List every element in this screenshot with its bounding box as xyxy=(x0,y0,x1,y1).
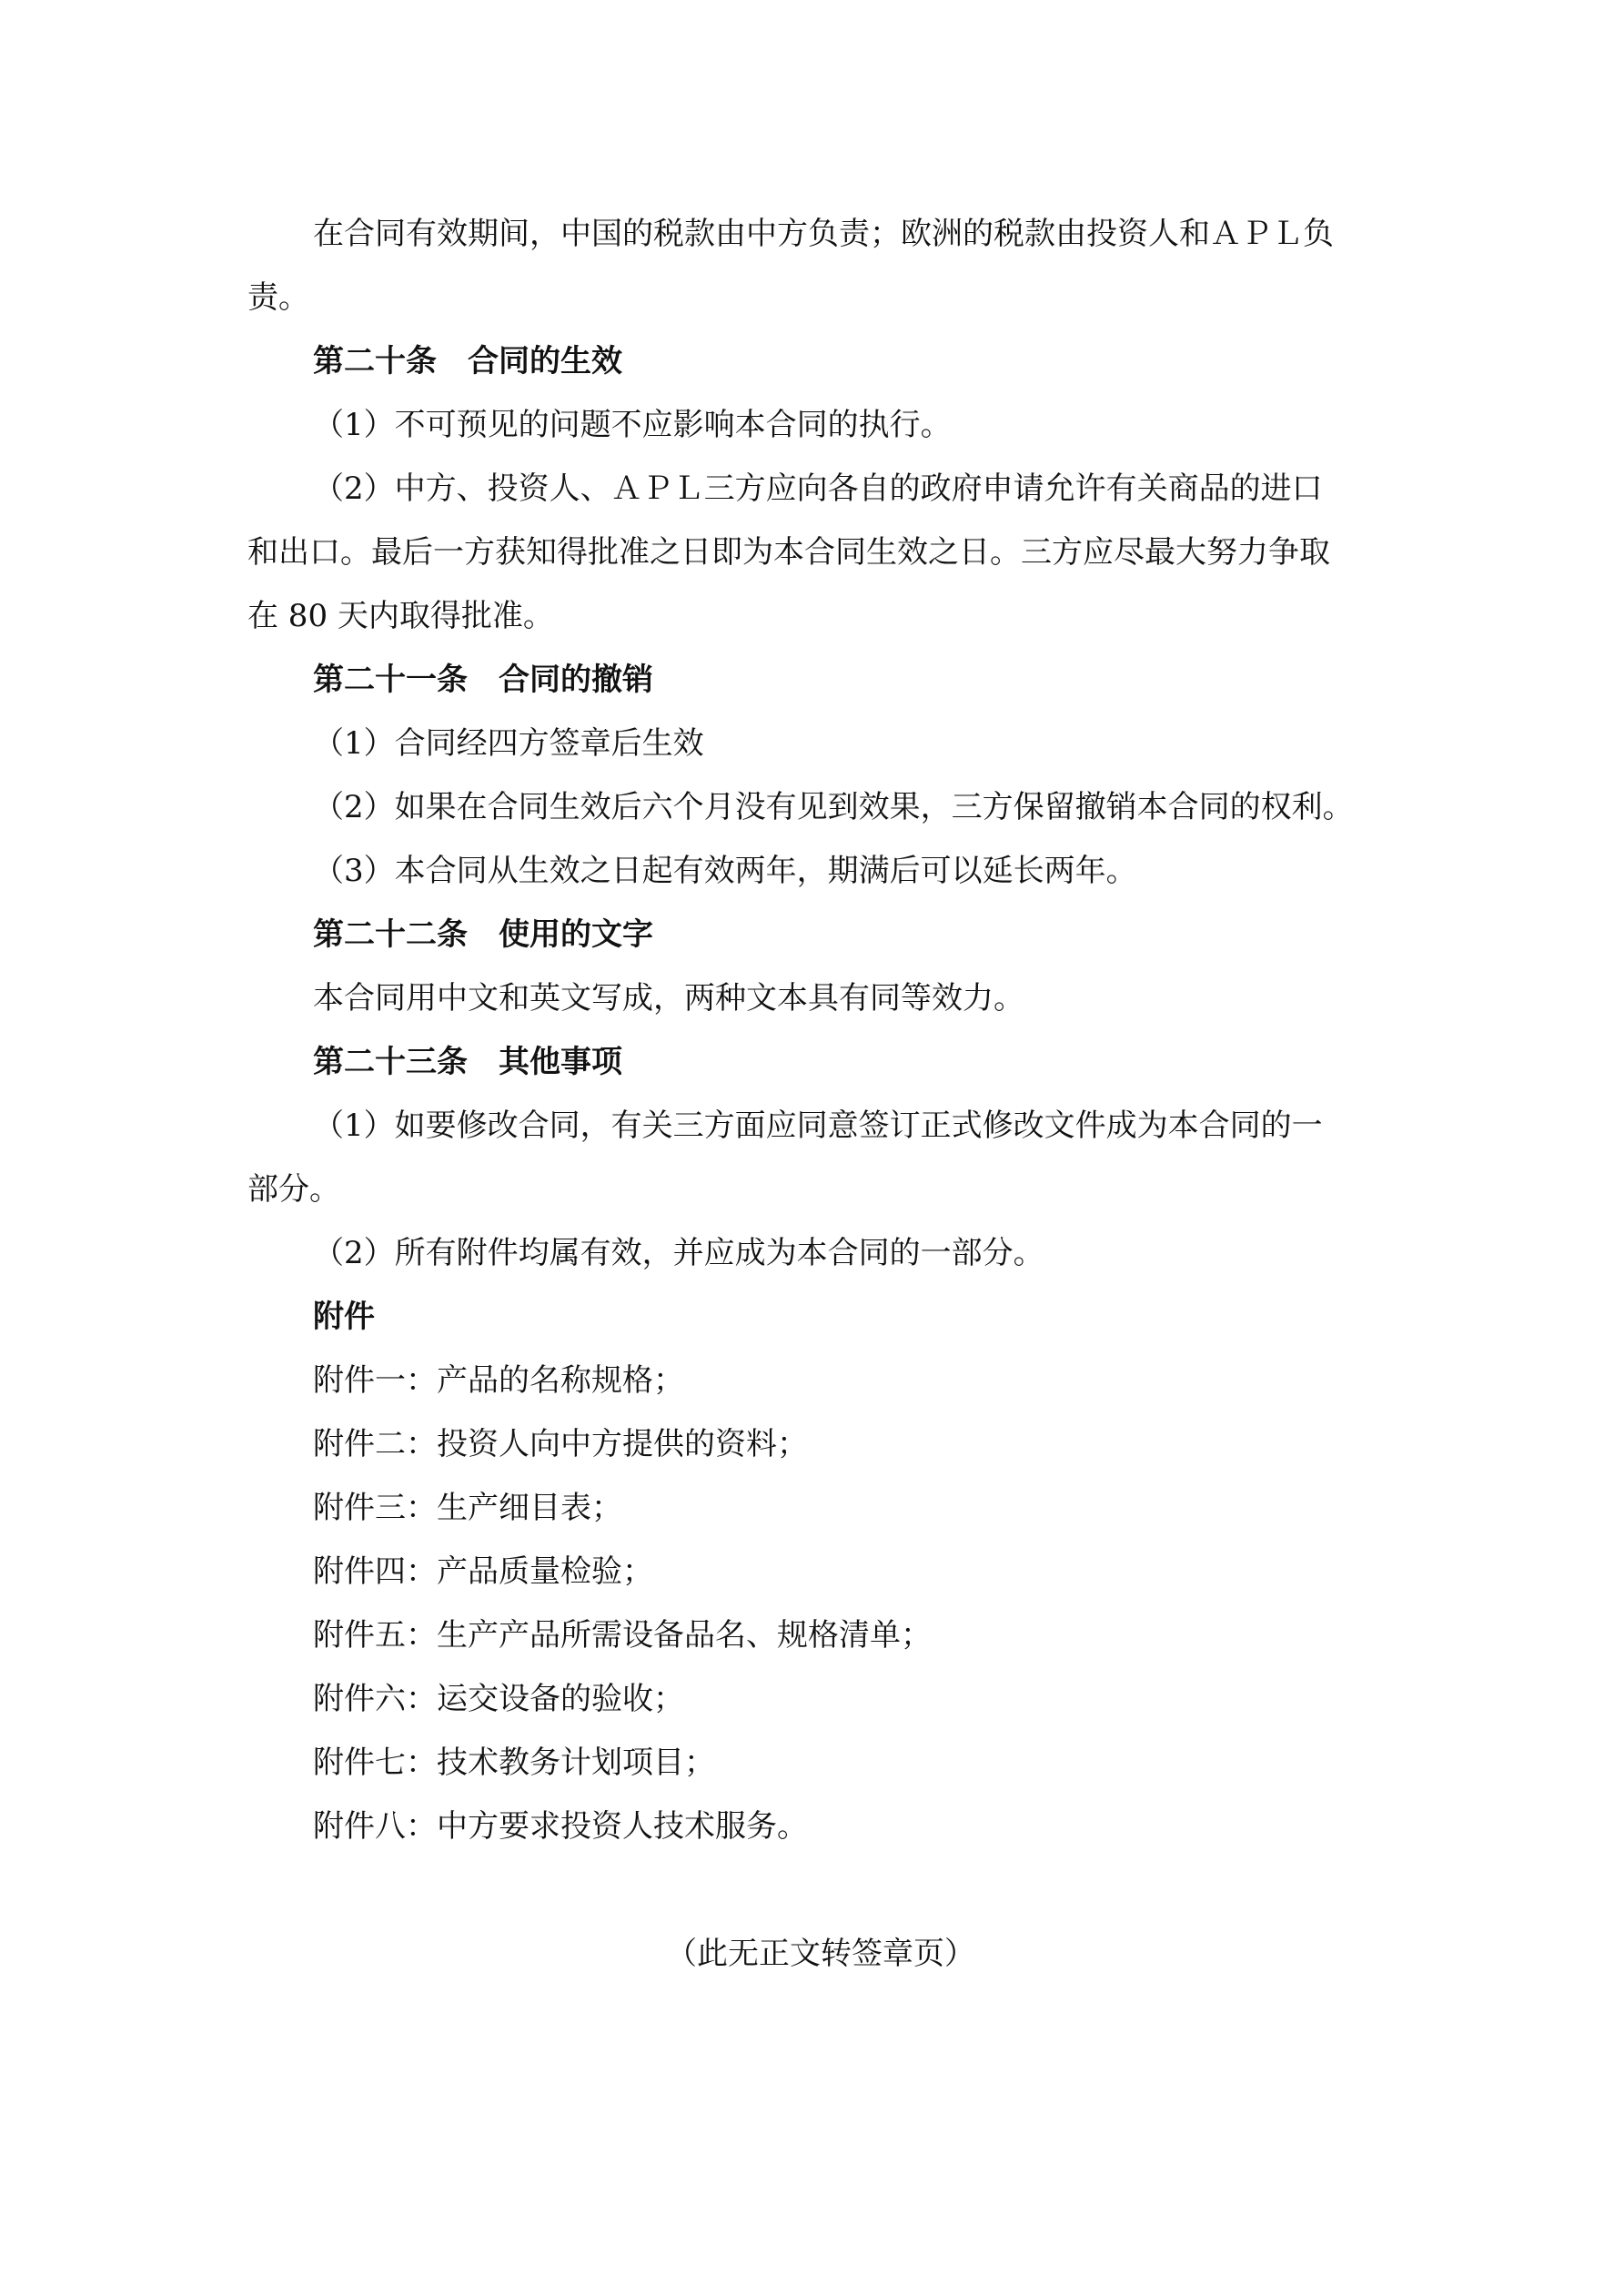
article-21-item-2: （2）如果在合同生效后六个月没有见到效果，三方保留撤销本合同的权利。 xyxy=(313,789,1354,825)
article-22-text: 本合同用中文和英文写成，两种文本具有同等效力。 xyxy=(313,980,1024,1017)
no-text-signature-page-note: （此无正文转签章页） xyxy=(666,1936,975,1972)
attachment-item: 附件八：中方要求投资人技术服务。 xyxy=(313,1808,808,1845)
article-20-item-2-line-2: 和出口。最后一方获知得批准之日即为本合同生效之日。三方应尽最大努力争取 xyxy=(247,534,1330,571)
article-23-item-1-line-2: 部分。 xyxy=(247,1171,340,1208)
spacer xyxy=(247,1858,1394,1922)
attachment-item: 附件三：生产细目表； xyxy=(313,1490,622,1526)
article-20-item-2-line-3: 在 80 天内取得批准。 xyxy=(247,598,554,634)
article-22-heading: 第二十二条 使用的文字 xyxy=(313,916,653,953)
article-21-item-3: （3）本合同从生效之日起有效两年，期满后可以延长两年。 xyxy=(313,853,1137,889)
article-23-item-1-line-1: （1）如要修改合同，有关三方面应同意签订正式修改文件成为本合同的一 xyxy=(313,1108,1323,1144)
attachment-item: 附件一：产品的名称规格； xyxy=(313,1362,684,1399)
article-20-heading: 第二十条 合同的生效 xyxy=(313,343,622,379)
article-23-item-2: （2）所有附件均属有效，并应成为本合同的一部分。 xyxy=(313,1235,1044,1271)
tax-paragraph-line-1: 在合同有效期间，中国的税款由中方负责；欧洲的税款由投资人和ＡＰＬ负 xyxy=(313,216,1334,252)
document-page xyxy=(247,202,1394,1986)
attachment-item: 附件七：技术教务计划项目； xyxy=(313,1745,715,1781)
tax-paragraph-line-2: 责。 xyxy=(247,279,309,316)
article-20-item-1: （1）不可预见的问题不应影响本合同的执行。 xyxy=(313,407,952,443)
attachment-item: 附件五：生产产品所需设备品名、规格清单； xyxy=(313,1617,932,1654)
attachment-item: 附件四：产品质量检验； xyxy=(313,1553,653,1590)
article-21-heading: 第二十一条 合同的撤销 xyxy=(313,662,653,698)
article-20-item-2-line-1: （2）中方、投资人、ＡＰＬ三方应向各自的政府申请允许有关商品的进口 xyxy=(313,470,1323,507)
attachment-item: 附件六：运交设备的验收； xyxy=(313,1681,684,1717)
article-21-item-1: （1）合同经四方签章后生效 xyxy=(313,725,704,762)
attachment-item: 附件二：投资人向中方提供的资料； xyxy=(313,1426,808,1462)
attachments-heading: 附件 xyxy=(313,1299,375,1335)
article-23-heading: 第二十三条 其他事项 xyxy=(313,1044,622,1080)
